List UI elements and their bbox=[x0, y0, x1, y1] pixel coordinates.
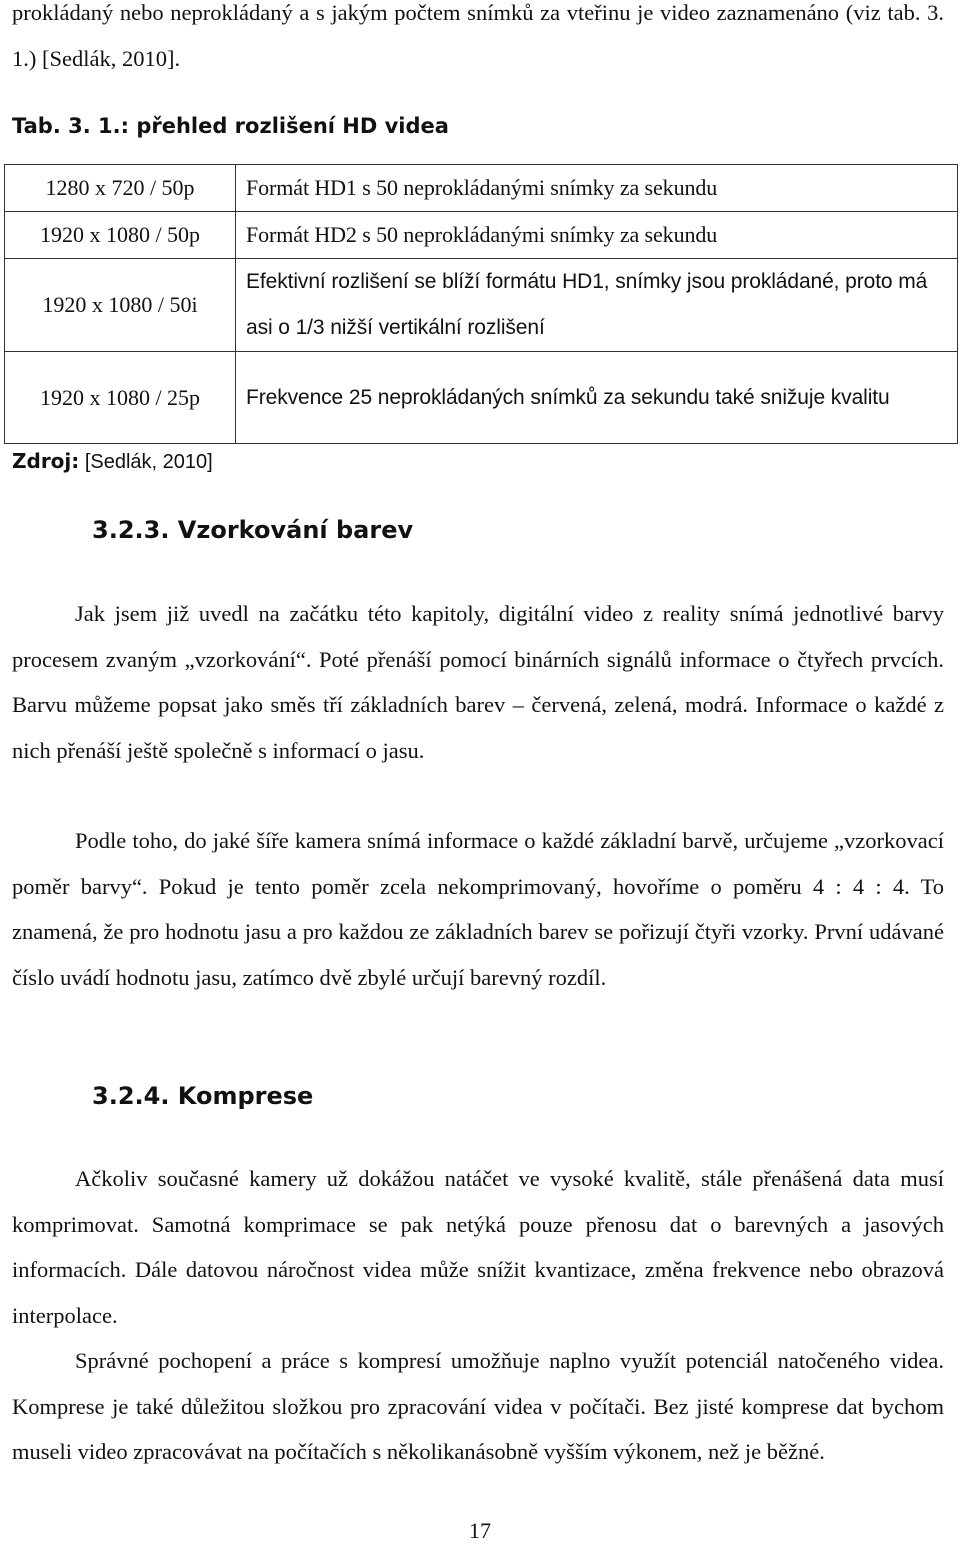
source-label: Zdroj: bbox=[12, 449, 80, 473]
page-number: 17 bbox=[469, 1518, 491, 1543]
table-caption-text: : přehled rozlišení HD videa bbox=[120, 114, 449, 138]
paragraph: Podle toho, do jaké šíře kamera snímá informace o každé základní barvě, určujeme „vzorkovací poměr barvy“. Pokud je tento poměr zcela nekomprimovaný, hovoříme o poměru 4 : 4 : 4. To znamená, že pro hodnotu jasu a pro každou ze základních barev se pořizují čtyři vzorky. První udávané číslo uvádí hodnotu jasu, zatímco dvě zbylé určují barevný rozdíl. bbox=[12, 828, 944, 990]
paragraph: Správné pochopení a práce s kompresí umožňuje naplno využít potenciál natočeného videa. Komprese je také důležitou složkou pro zpracování videa v počítači. Bez jisté komprese dat bychom museli video zpracovávat na počítačích s několikanásobně vyšším výkonem, než je běžné. bbox=[12, 1348, 944, 1464]
resolution-cell: 1920 x 1080 / 50p bbox=[5, 212, 236, 259]
resolution-cell: 1920 x 1080 / 50i bbox=[5, 259, 236, 352]
table-row bbox=[5, 165, 958, 212]
paragraph: Ačkoliv současné kamery už dokážou natáčet ve vysoké kvalitě, stále přenášená data musí komprimovat. Samotná komprimace se pak netýká pouze přenosu dat o barevných a jasových informacích. Dále datovou náročnost videa může snížit kvantizace, změna frekvence nebo obrazová interpolace. bbox=[12, 1166, 944, 1328]
section-heading-3-2-4: 3.2.4. Komprese bbox=[92, 1082, 314, 1110]
table-row bbox=[5, 259, 958, 352]
hd-resolution-table bbox=[4, 164, 958, 444]
table-source bbox=[12, 446, 213, 477]
table-row bbox=[5, 352, 958, 444]
resolution-cell: 1280 x 720 / 50p bbox=[5, 165, 236, 212]
description-cell: Formát HD2 s 50 neprokládanými snímky za sekundu bbox=[246, 222, 718, 247]
source-text: [Sedlák, 2010] bbox=[79, 451, 213, 473]
table-caption-label: Tab. 3. 1. bbox=[12, 114, 121, 138]
description-cell: Efektivní rozlišení se blíží formátu HD1, snímky jsou prokládané, proto má asi o 1/3 nižší vertikální rozlišení bbox=[246, 270, 928, 339]
description-cell: Formát HD1 s 50 neprokládanými snímky za sekundu bbox=[246, 175, 718, 200]
section-heading-3-2-3: 3.2.3. Vzorkování barev bbox=[92, 516, 414, 544]
description-cell: Frekvence 25 neprokládaných snímků za sekundu také snižuje kvalitu bbox=[246, 385, 890, 409]
resolution-cell: 1920 x 1080 / 25p bbox=[5, 352, 236, 444]
intro-paragraph: prokládaný nebo neprokládaný a s jakým počtem snímků za vteřinu je video zaznamenáno (viz tab. 3. 1.) [Sedlák, 2010]. bbox=[12, 0, 944, 71]
paragraph: Jak jsem již uvedl na začátku této kapitoly, digitální video z reality snímá jednotlivé barvy procesem zvaným „vzorkování“. Poté přenáší pomocí binárních signálů informace o čtyřech prvcích. Barvu můžeme popsat jako směs tří základních barev – červená, zelená, modrá. Informace o každé z nich přenáší ještě společně s informací o jasu. bbox=[12, 601, 944, 763]
table-row bbox=[5, 212, 958, 259]
table-caption bbox=[12, 106, 449, 146]
